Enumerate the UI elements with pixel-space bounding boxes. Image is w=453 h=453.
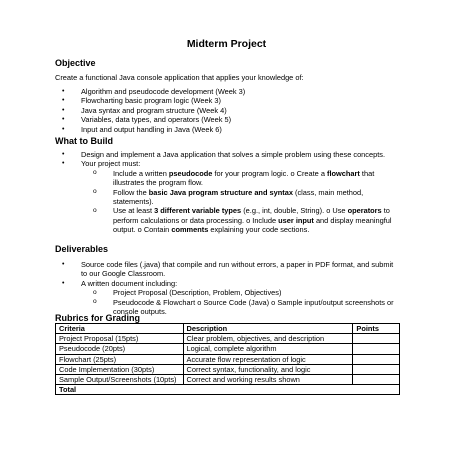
table-cell: Sample Output/Screenshots (10pts) (56, 375, 184, 385)
table-cell: Correct syntax, functionality, and logic (183, 364, 353, 374)
table-row (56, 344, 400, 354)
table-cell (353, 344, 400, 354)
list-item: • Source code files (.java) that compile and run without errors, a paper in PDF format, and submit to our Google Classroom. (55, 260, 395, 279)
list-item (55, 159, 395, 234)
objective-heading: Objective (55, 58, 96, 68)
table-cell (353, 354, 400, 364)
list-item: • Algorithm and pseudocode development (Week 3) (55, 87, 395, 96)
table-cell (353, 364, 400, 374)
list-item: • Input and output handling in Java (Week 6) (55, 125, 395, 134)
table-cell: Clear problem, objectives, and description (183, 334, 353, 344)
sublist-item: o Follow the basic Java program structure and syntax (class, main method, statements). (55, 188, 395, 207)
objective-list (55, 87, 395, 134)
list-item-label: Your project must: (81, 159, 141, 169)
list-item (55, 279, 395, 317)
table-cell: Logical, complete algorithm (183, 344, 353, 354)
rubrics-heading: Rubrics for Grading (55, 313, 141, 323)
document-title: Midterm Project (186, 38, 267, 50)
table-header-row (56, 324, 400, 334)
table-cell: Project Proposal (15pts) (56, 334, 184, 344)
sublist-item: o Use at least 3 different variable types (e.g., int, double, String). o Use operators to perform calculations or data processing. o Include user input and display meaningful output. o Contain comments explaining your code sections. (55, 206, 395, 234)
rubrics-table (55, 323, 400, 395)
sublist-item: o Pseudocode & Flowchart o Source Code (Java) o Sample input/output screenshots or console outputs. (55, 298, 395, 317)
list-item: • Java syntax and program structure (Week 4) (55, 106, 395, 115)
table-cell: Code Implementation (30pts) (56, 364, 184, 374)
table-row (56, 334, 400, 344)
column-header-criteria: Criteria (56, 324, 184, 334)
table-row (56, 354, 400, 364)
build-heading: What to Build (55, 136, 113, 146)
sublist-item: o Include a written pseudocode for your program logic. o Create a flowchart that illustrates the program flow. (55, 169, 395, 188)
table-cell (353, 375, 400, 385)
table-row (56, 375, 400, 385)
table-cell: Correct and working results shown (183, 375, 353, 385)
build-sublist (81, 169, 395, 235)
table-cell: Pseudocode (20pts) (56, 344, 184, 354)
deliverables-heading: Deliverables (55, 244, 109, 254)
build-list (55, 150, 395, 235)
column-header-description: Description (183, 324, 353, 334)
table-total-row (56, 385, 400, 395)
list-item: • Flowcharting basic program logic (Week 3) (55, 96, 395, 105)
table-cell: Flowchart (25pts) (56, 354, 184, 364)
deliverables-list (55, 260, 395, 316)
table-cell (353, 334, 400, 344)
objective-intro: Create a functional Java console application that applies your knowledge of: (55, 73, 304, 82)
table-row (56, 364, 400, 374)
list-item-label: A written document including: (81, 278, 178, 288)
total-label: Total (56, 385, 400, 395)
list-item: • Design and implement a Java application that solves a simple problem using these concepts. (55, 150, 395, 159)
sublist-item: o Project Proposal (Description, Problem, Objectives) (55, 288, 395, 297)
list-item: • Variables, data types, and operators (Week 5) (55, 115, 395, 124)
column-header-points: Points (353, 324, 400, 334)
table-cell: Accurate flow representation of logic (183, 354, 353, 364)
